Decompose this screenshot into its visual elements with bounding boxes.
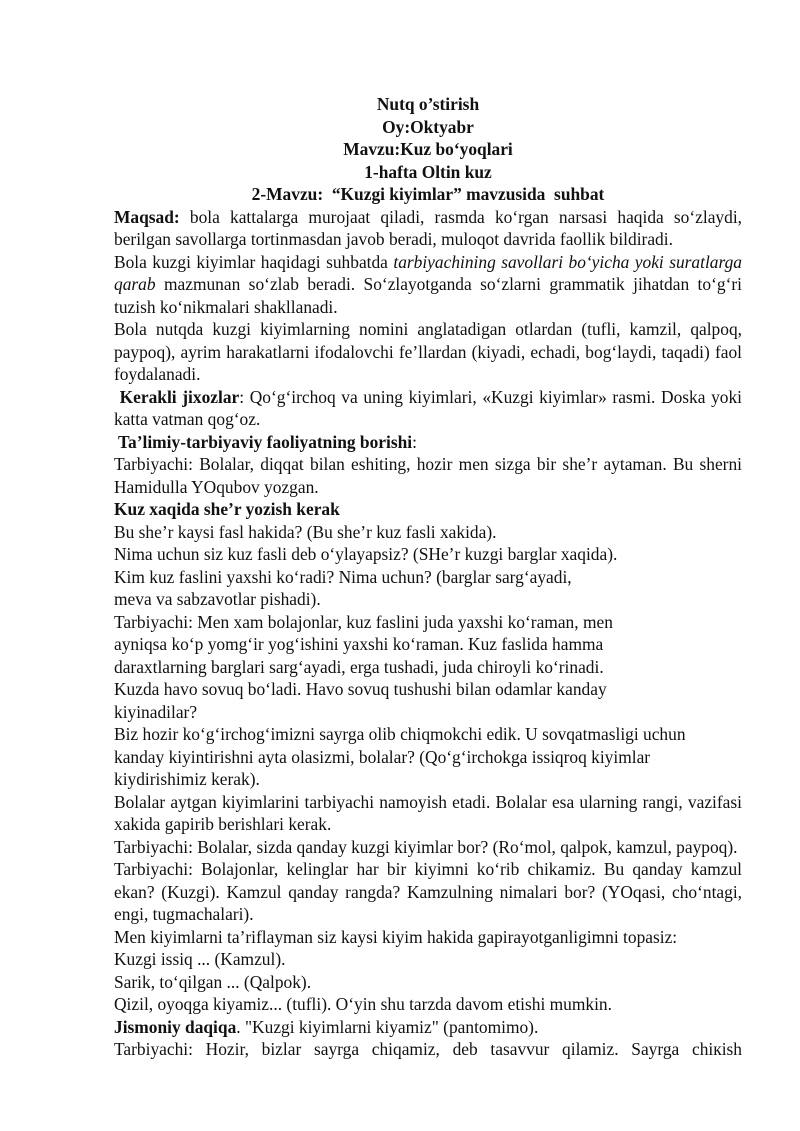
outcome-paragraph xyxy=(114,251,742,319)
riddle-line: Qizil, oyoqga kiyamiz... (tufli). O‘yin shu tarzda davom etishi mumkin. xyxy=(114,994,612,1014)
vocabulary-paragraph: Bola nutqda kuzgi kiyimlarning nomini anglatadigan otlardan (tufli, kamzil, qalpoq, paypoq), ayrim harakatlarni ifodalovchi fe’llardan (kiyadi, echadi, bog‘laydi, taqadi) faol foydalanadi. xyxy=(114,319,742,384)
subject-title: Nutq o’stirish xyxy=(376,94,480,114)
physical-text: . "Kuzgi kiyimlarni kiyamiz" (pantomimo). xyxy=(236,1016,539,1037)
physical-label: Jismoniy daqiqa xyxy=(114,1016,237,1037)
outcome-text-start: Bola kuzgi kiyimlar haqidagi suhbatda xyxy=(114,251,394,272)
question-line: Bu she’r kaysi fasl hakida? (Bu she’r kuz fasli xakida). xyxy=(114,521,497,542)
theme-line: Mavzu:Kuz bo‘yoqlari xyxy=(343,139,513,159)
question-line: Biz hozir ko‘g‘irchog‘imizni sayrga olib chiqmokchi edik. U sovqatmasligi uchun kanday kiyintirishni ayta olasizmi, bolalar? (Qo‘g‘irchokga issiqroq kiyimlar kiydirishimiz kerak). xyxy=(114,724,686,789)
activity-heading xyxy=(114,431,742,454)
goal-paragraph xyxy=(114,206,742,251)
week-line: 1-hafta Oltin kuz xyxy=(364,161,492,182)
equipment-paragraph xyxy=(114,386,742,431)
riddle-line: Sarik, to‘qilgan ... (Qalpok). xyxy=(114,971,312,992)
equipment-label: Kerakli jixozlar xyxy=(114,386,240,407)
question-line: Kim kuz faslini yaxshi ko‘radi? Nima uchun? (barglar sarg‘ayadi, meva va sabzavotlar pishadi). xyxy=(114,566,572,609)
equipment-text: : Qo‘g‘irchoq va uning kiyimlari, «Kuzgi kiyimlar» rasmi. Doska yoki katta vatman qog‘oz. xyxy=(114,386,743,429)
month-line: Oy:Oktyabr xyxy=(382,116,474,137)
riddle-line: Kuzgi issiq ... (Kamzul). xyxy=(114,949,286,969)
question-line: Kuzda havo sovuq bo‘ladi. Havo sovuq tushushi bilan odamlar kanday kiyinadilar? xyxy=(114,679,607,722)
goal-text: bola kattalarga murojaat qiladi, rasmda ko‘rgan narsasi haqida so‘zlaydi, berilgan savollarga tortinmasdan javob beradi, muloqot davrida faollik bildiradi. xyxy=(114,206,742,249)
riddle-intro-line: Men kiyimlarni ta’riflayman siz kaysi kiyim hakida gapirayotganligimni topasiz: xyxy=(114,926,678,947)
outcome-text-end: mazmunan so‘zlab beradi. So‘zlayotganda so‘zlarni grammatik jihatdan to‘g‘ri tuzish ko‘nikmalari shakllanadi. xyxy=(114,274,742,317)
poem-heading: Kuz xaqida she’r yozish kerak xyxy=(114,499,340,519)
physical-minute-paragraph xyxy=(114,1016,742,1039)
examine-clothes-paragraph: Tarbiyachi: Bolajonlar, kelinglar har bir kiyimni ko‘rib chikamiz. Bu qanday kamzul ekan? (Kuzgi). Kamzul qanday rangda? Kamzulning nimalari bor? (YOqasi, cho‘ntagi, engi, tugmachalari). xyxy=(114,859,742,924)
teacher-line: Tarbiyachi: Men xam bolajonlar, kuz faslini juda yaxshi ko‘raman, men ayniqsa ko‘p yomg‘ir yog‘ishini yaxshi ko‘raman. Kuz faslida hamma daraxtlarning barglari sarg‘ayadi, erga tushadi, juda chiroyli ko‘rinadi. xyxy=(114,611,613,677)
teacher-intro-paragraph: Tarbiyachi: Bolalar, diqqat bilan eshiting, hozir men sizga bir she’r aytaman. Bu sherni Hamidulla YOqubov yozgan. xyxy=(114,454,742,497)
activity-colon: : xyxy=(412,431,417,452)
outcome-italic: tarbiyachining savollari bo‘yicha yoki suratlarga qarab xyxy=(114,251,742,294)
activity-label: Ta’limiy-tarbiyaviy faoliyatning borishi xyxy=(114,431,413,452)
question-line: Nima uchun siz kuz fasli deb o‘ylayapsiz? (SHe’r kuzgi barglar xaqida). xyxy=(114,544,618,564)
document-body xyxy=(114,206,742,1061)
teacher-question-paragraph: Tarbiyachi: Bolalar, sizda qanday kuzgi kiyimlar bor? (Ro‘mol, qalpok, kamzul, paypoq). xyxy=(114,836,738,857)
topic-line: 2-Mavzu: “Kuzgi kiyimlar” mavzusida suhbat xyxy=(251,184,605,204)
document-header xyxy=(114,93,742,206)
show-clothes-paragraph: Bolalar aytgan kiyimlarini tarbiyachi namoyish etadi. Bolalar esa ularning rangi, vazifasi xakida gapirib berishlari kerak. xyxy=(114,791,742,834)
goal-label: Maqsad: xyxy=(114,206,180,227)
final-paragraph: Tarbiyachi: Hozir, bizlar sayrga chiqamiz, deb tasavvur qilamiz. Sayrga chiкish xyxy=(114,1039,742,1059)
